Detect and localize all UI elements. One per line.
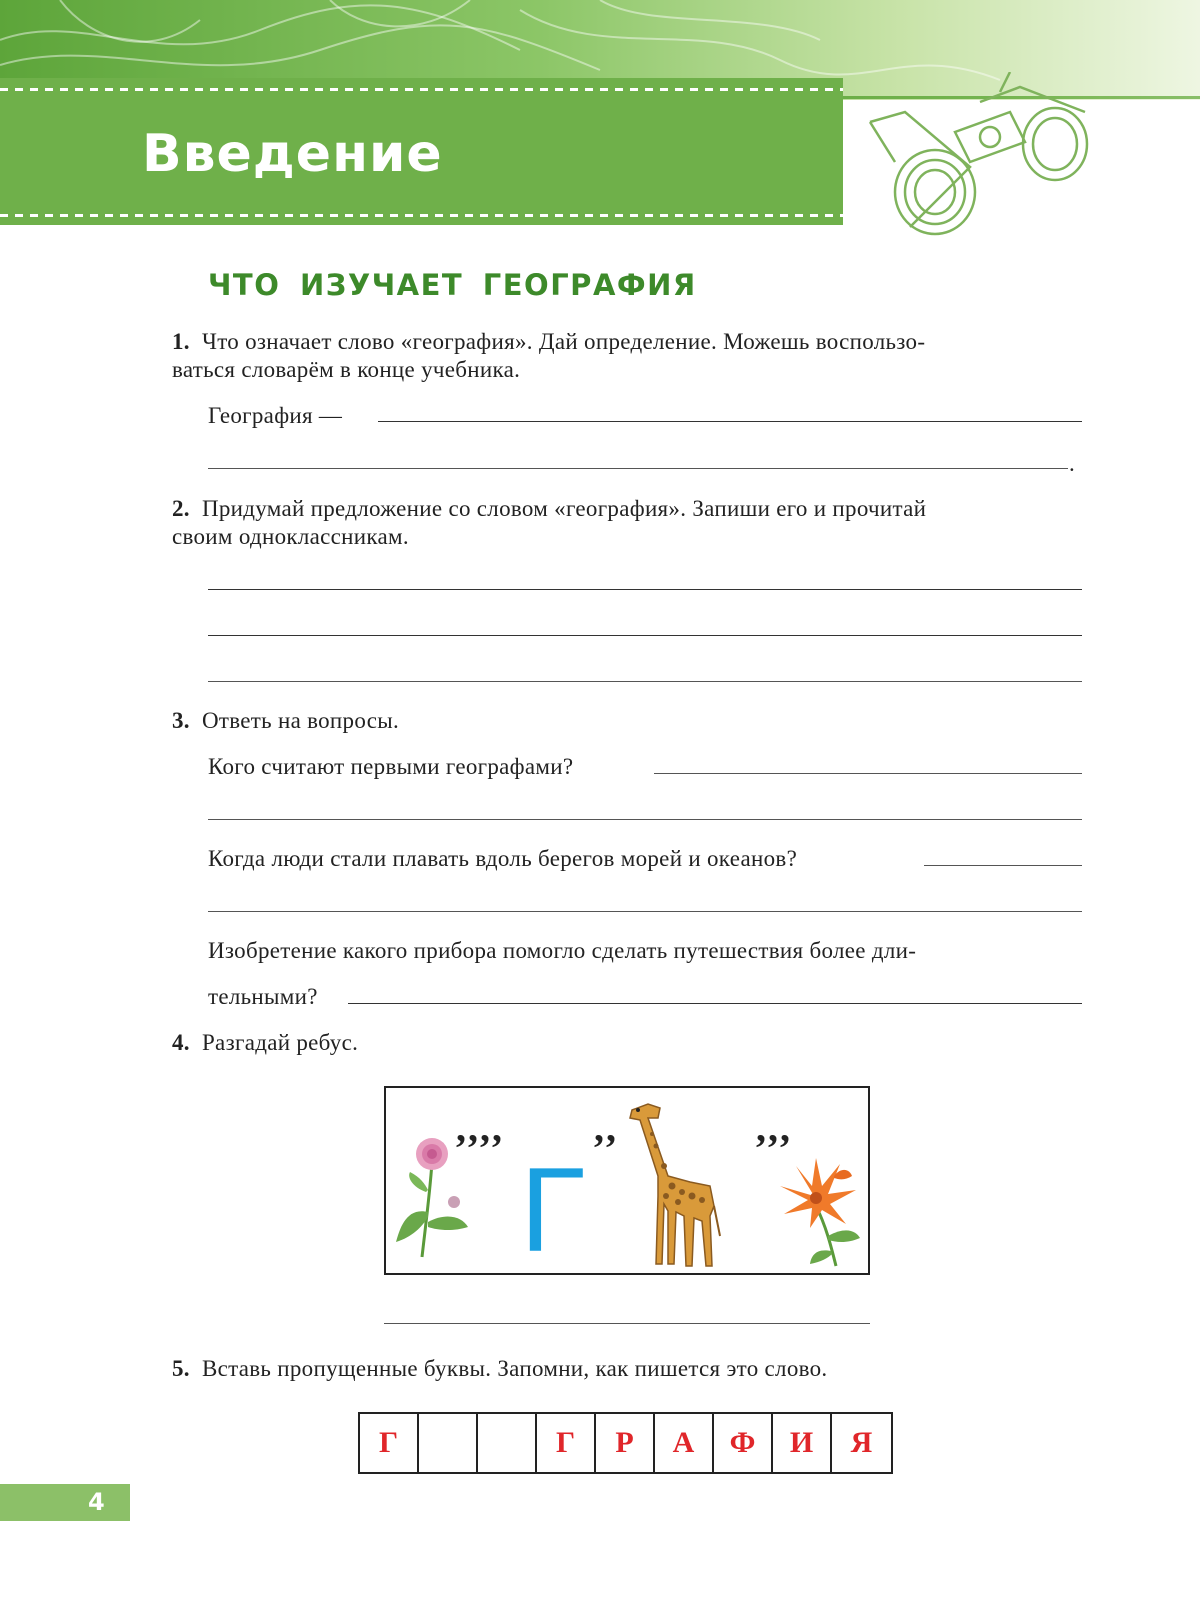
task2-answer-line-1[interactable] <box>208 589 1082 590</box>
task1-text-line1: Что означает слово «география». Дай определение. Можешь воспользо- <box>201 329 926 354</box>
rebus-box <box>384 1086 870 1275</box>
task3-text: Ответь на вопросы. <box>201 708 400 733</box>
letter-cell-blank[interactable] <box>419 1414 478 1472</box>
task1-answer-line-1[interactable] <box>378 421 1082 422</box>
task4-text: Разгадай ребус. <box>201 1030 359 1055</box>
task1-answer-line-2[interactable] <box>208 468 1068 469</box>
letter-cell: Я <box>850 1426 873 1459</box>
task3-q1-answer-line-2[interactable] <box>208 819 1082 820</box>
binoculars-icon <box>860 72 1120 247</box>
task2-text-line1: Придумай предложение со словом «география». Запиши его и прочитай <box>201 496 927 521</box>
letter-cell: И <box>773 1414 832 1472</box>
task2-text-line2: своим одноклассникам. <box>172 524 409 549</box>
task3-question <box>172 707 399 735</box>
task2-number: 2. <box>172 496 190 521</box>
task3-q2-answer-line-1[interactable] <box>924 865 1082 866</box>
task1-prompt: География — <box>208 403 343 428</box>
task2-answer-line-2[interactable] <box>208 635 1082 636</box>
task2-question <box>172 495 1092 523</box>
page-number: 4 <box>88 1488 105 1516</box>
word-letter-cells <box>358 1412 893 1474</box>
rebus-commas-3: ,,, <box>756 1105 792 1150</box>
task3-q3-line2: тельными? <box>208 984 318 1009</box>
chapter-title: Введение <box>142 124 443 184</box>
letter-cell: А <box>655 1414 714 1472</box>
lily-flower-icon <box>776 1156 862 1268</box>
task4-question <box>172 1029 358 1057</box>
letter-cell: Г <box>537 1414 596 1472</box>
task1-end-mark: . <box>1069 451 1076 476</box>
task5-number: 5. <box>172 1356 190 1381</box>
giraffe-icon <box>618 1096 728 1272</box>
rebus-commas-1: ,,,, <box>456 1105 504 1150</box>
rebus-letter: Г <box>520 1143 585 1277</box>
task1-number: 1. <box>172 329 190 354</box>
letter-cell: Р <box>596 1414 655 1472</box>
letter-cell: Ф <box>714 1414 773 1472</box>
task5-text: Вставь пропущенные буквы. Запомни, как пишется это слово. <box>201 1356 828 1381</box>
task3-q3-line1: Изобретение какого прибора помогло сделать путешествия более дли- <box>208 938 917 963</box>
task2-answer-line-3[interactable] <box>208 681 1082 682</box>
task5-question <box>172 1355 827 1383</box>
task3-q2-answer-line-2[interactable] <box>208 911 1082 912</box>
task1-text-line2: ваться словарём в конце учебника. <box>172 357 521 382</box>
task3-q1: Кого считают первыми географами? <box>208 754 574 779</box>
task1-question <box>172 328 1082 356</box>
task3-number: 3. <box>172 708 190 733</box>
task4-number: 4. <box>172 1030 190 1055</box>
task3-q2: Когда люди стали плавать вдоль берегов морей и океанов? <box>208 846 798 871</box>
task3-q1-answer-line-1[interactable] <box>654 773 1082 774</box>
letter-cell: Г <box>360 1414 419 1472</box>
letter-cell-blank[interactable] <box>478 1414 537 1472</box>
flower-aster-icon <box>392 1132 470 1262</box>
rebus-commas-2: ,, <box>594 1105 618 1150</box>
task4-answer-line[interactable] <box>384 1323 870 1324</box>
task3-q3-answer-line[interactable] <box>348 1003 1082 1004</box>
section-heading: ЧТО ИЗУЧАЕТ ГЕОГРАФИЯ <box>208 268 697 302</box>
